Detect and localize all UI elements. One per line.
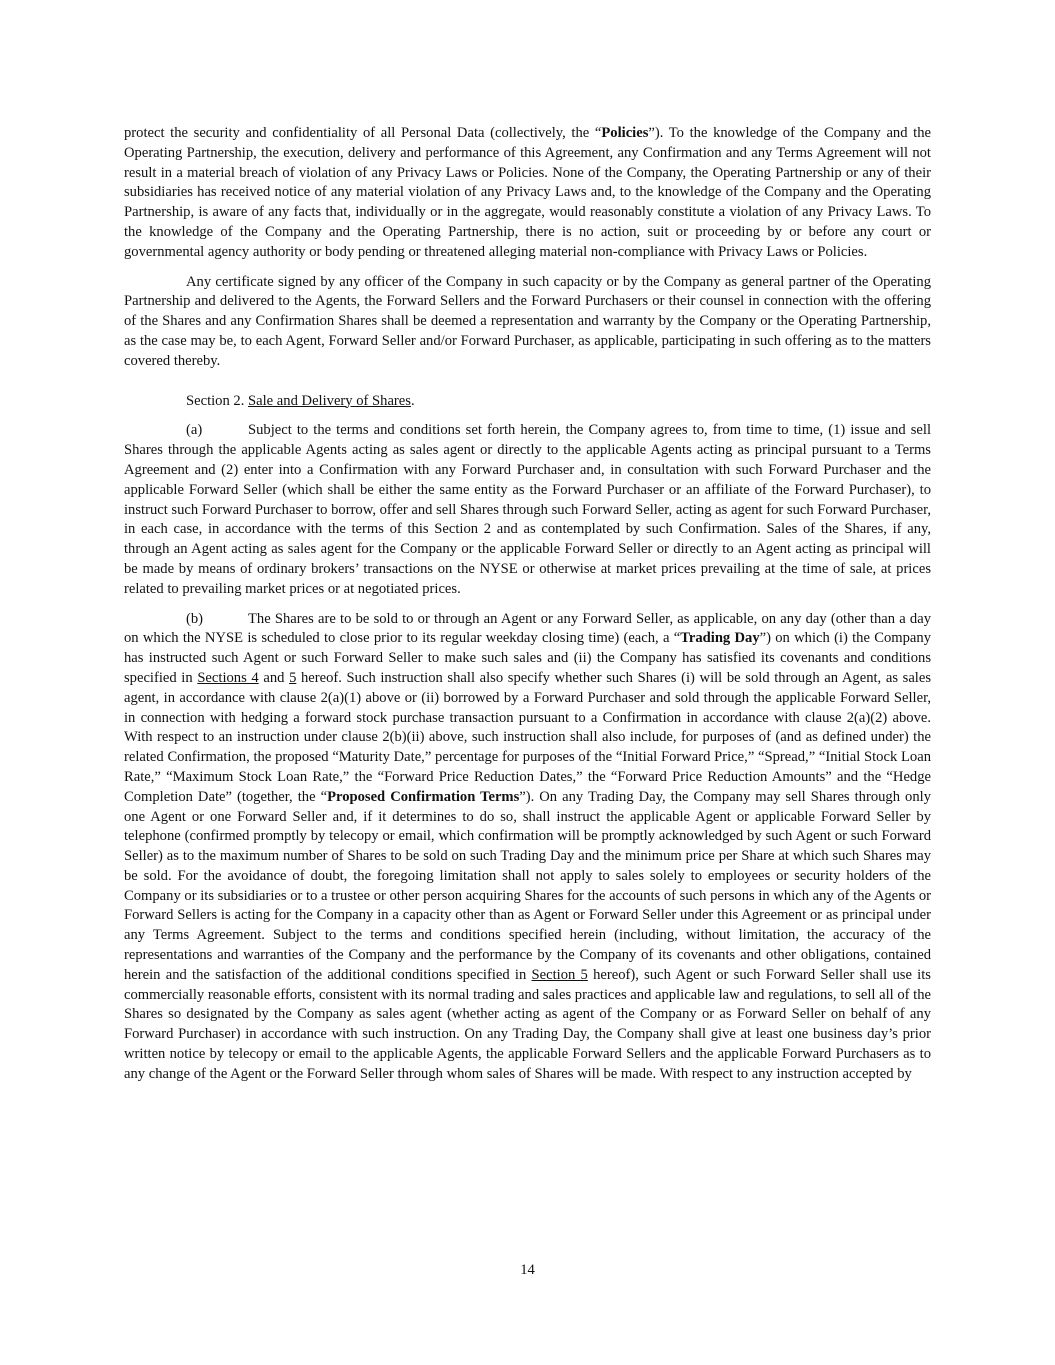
paragraph-a: (a) Subject to the terms and conditions set forth herein, the Company agrees to, from time to time, (1) issue and sell Shares through the applicable Agents acting as sales agent or directly to the applicable Agents acting as principal pursuant to a Terms Agreement and (2) enter into a Confirmation with any Forward Purchaser and, in consultation with such Forward Purchaser and the applicable Forward Seller (which shall be either the same entity as the Forward Purchaser or an affiliate of the Forward Purchaser), to instruct such Forward Purchaser to borrow, offer and sell Shares through such Forward Seller, acting as agent for such Forward Purchaser, in each case, in accordance with the terms of this Section 2 and as contemplated by such Confirmation. Sales of the Shares, if any, through an Agent acting as sales agent for the Company or the applicable Forward Seller or directly to an Agent acting as principal will be made by means of ordinary brokers’ transactions on the NYSE or otherwise at market prices prevailing at the time of sale, at prices related to prevailing market prices or at negotiated prices. <box>124 422 931 597</box>
clause-label-a: (a) <box>186 422 203 439</box>
paragraph-certificates: Any certificate signed by any officer of the Company in such capacity or by the Company as general partner of the Operating Partnership and delivered to the Agents, the Forward Sellers and the Forward Purchasers or their counsel in connection with the offering of the Shares and any Confirmation Shares shall be deemed a representation and warranty by the Company or the Operating Partnership, as the case may be, to each Agent, Forward Seller and/or Forward Purchaser, as applicable, participating in such offering as to the matters covered thereby. <box>124 273 931 369</box>
clause-label-b: (b) <box>186 610 204 627</box>
cross-reference-section-5: Section 5 <box>531 966 588 983</box>
section-title: Sale and Delivery of Shares <box>248 392 411 409</box>
defined-term-policies: Policies <box>601 125 649 141</box>
paragraph-privacy-policies: protect the security and confidentiality of all Personal Data (collectively, the “Policies”). To the knowledge of the Company and the Operating Partnership, the execution, delivery and performance of this Agreement, any Confirmation and any Terms Agreement will not result in a material breach of violation of any Privacy Laws or Policies. None of the Company, the Operating Partnership or any of their subsidiaries has received notice of any material violation of any Privacy Laws and, to the knowledge of the Company and the Operating Partnership, is aware of any facts that, individually or in the aggregate, would reasonably constitute a violation of any Privacy Laws. To the knowledge of the Company and the Operating Partnership, there is no action, suit or proceeding by or before any court or governmental agency authority or body pending or threatened alleging material non-compliance with Privacy Laws or Policies. <box>124 125 932 260</box>
paragraph-b: (b) The Shares are to be sold to or through an Agent or any Forward Seller, as applicable, on any day (other than a day on which the NYSE is scheduled to close prior to its regular weekday closing time) (each, a “Trading Day”) on which (i) the Company has instructed such Agent or such Forward Seller to make such sales and (ii) the Company has satisfied its covenants and conditions specified in Sections 4 and 5 hereof. Such instruction shall also specify whether such Shares (i) will be sold through an Agent, as sales agent, in accordance with clause 2(a)(1) above or (ii) borrowed by a Forward Purchaser and sold through the applicable Forward Seller, in connection with hedging a forward stock purchase transaction pursuant to a Confirmation in accordance with clause 2(a)(2) above. With respect to an instruction under clause 2(b)(ii) above, such instruction shall also include, for purposes of (and as defined under) the related Confirmation, the proposed “Maturity Date,” percentage for purposes of the “Initial Forward Price,” “Spread,” “Initial Stock Loan Rate,” “Maximum Stock Loan Rate,” the “Forward Price Reduction Dates,” the “Forward Price Reduction Amounts” and the “Hedge Completion Date” (together, the “Proposed Confirmation Terms”). On any Trading Day, the Company may sell Shares through only one Agent or one Forward Seller and, if it determines to do so, shall instruct the applicable Agent or applicable Forward Seller by telephone (confirmed promptly by telecopy or email, which confirmation will be promptly acknowledged by such Agent or such Forward Seller) as to the maximum number of Shares to be sold on such Trading Day and the minimum price per Share at which such Shares may be sold. For the avoidance of doubt, the foregoing limitation shall not apply to sales solely to employees or security holders of the Company or its subsidiaries or to a trustee or other person acquiring Shares for the accounts of such persons in which any of the Agents or Forward Sellers is acting for the Company in a capacity other than as Agent or Forward Seller under this Agreement or as principal under any Terms Agreement. Subject to the terms and conditions specified herein (including, without limitation, the accuracy of the representations and warranties of the Company and the performance by the Company of its covenants and other obligations, contained herein and the satisfaction of the additional conditions specified in Section 5 hereof), such Agent or such Forward Seller shall use its commercially reasonable efforts, consistent with its normal trading and sales practices and applicable law and regulations, to sell all of the Shares so designated by the Company as sales agent (whether acting as agent of the Company or as Forward Seller on behalf of any Forward Purchaser) in accordance with such instruction. On any Trading Day, the Company shall give at least one business day’s prior written notice by telecopy or email to the applicable Agents, the applicable Forward Sellers and the applicable Forward Purchasers as to any change of the Agent or the Forward Seller through whom sales of Shares will be made. With respect to any instruction accepted by <box>124 610 932 1082</box>
cross-reference-section-5-short: 5 <box>289 669 297 686</box>
page-number: 14 <box>520 1262 535 1278</box>
section-heading: Section 2. Sale and Delivery of Shares. <box>186 392 415 409</box>
document-page <box>124 124 931 1085</box>
defined-term-proposed-confirmation-terms: Proposed Confirmation Terms <box>327 788 520 805</box>
cross-reference-sections-4: Sections 4 <box>197 669 259 686</box>
defined-term-trading-day: Trading Day <box>680 630 760 647</box>
